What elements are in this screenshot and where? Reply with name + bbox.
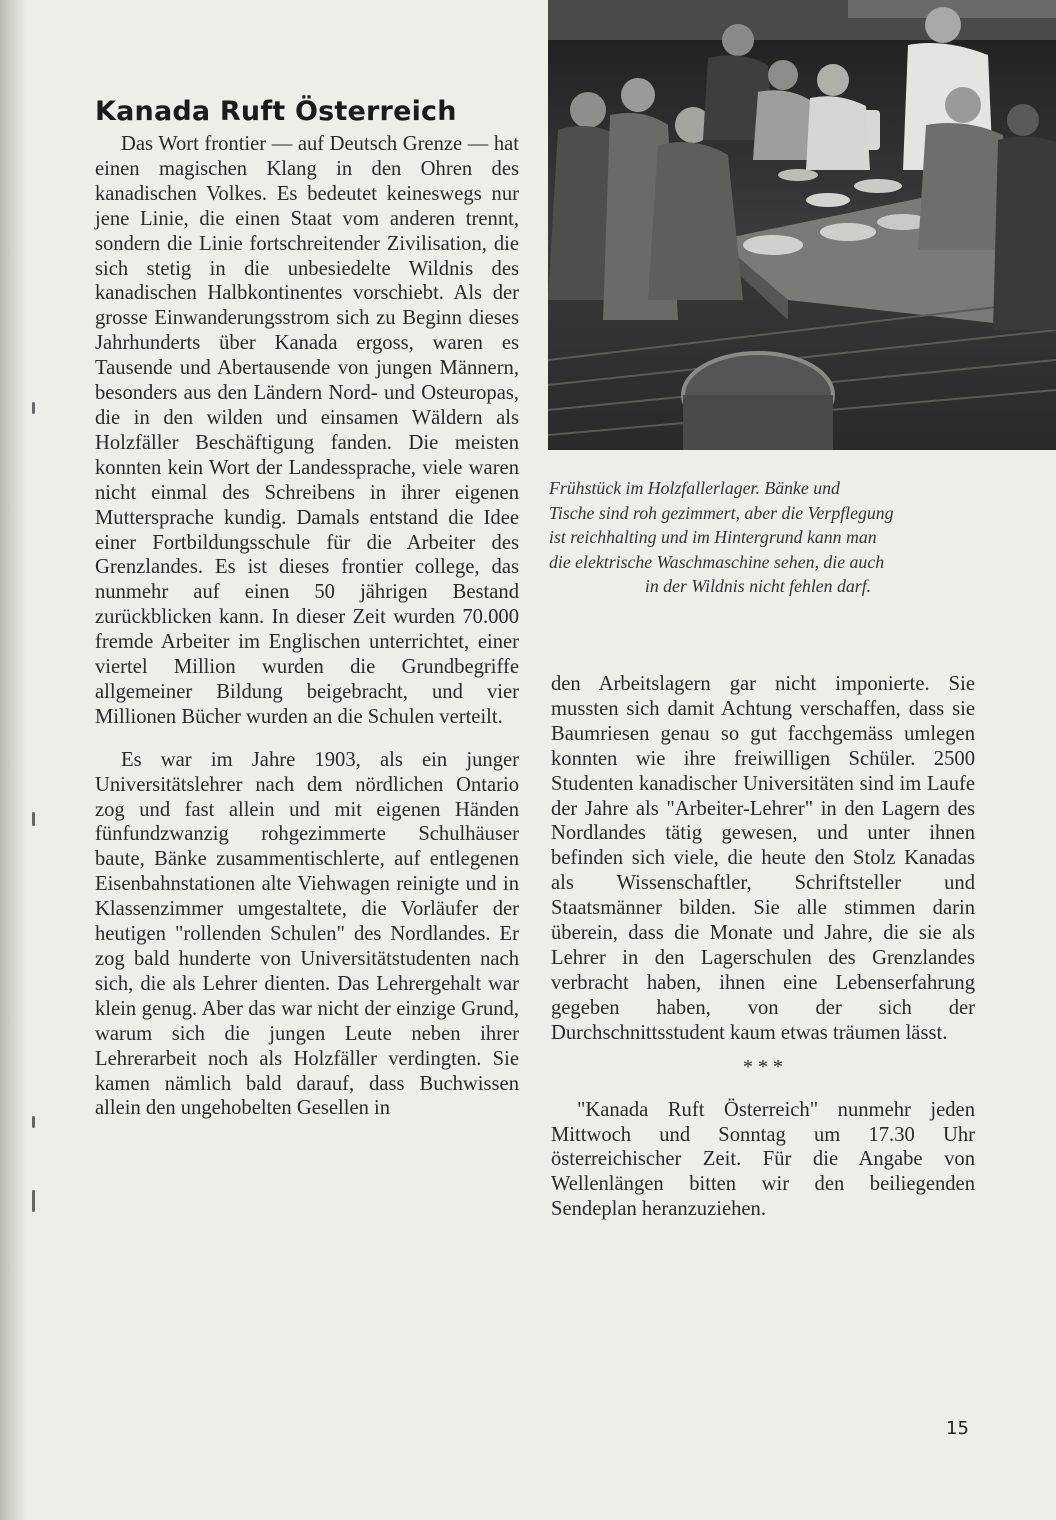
paragraph-3: den Arbeitslagern gar nicht imponierte. Sie mussten sich damit Achtung verschaffen, dass sie Baumriesen genau so gut facchgemäss umlegen konnten wie ihre freiwilligen Schüler. 2500 Studenten kanadischer Universitäten sind im Laufe der Jahre als "Arbeiter-Lehrer" in den Lagern des Nordlandes tätig gewesen, und unter ihnen befinden sich viele, die heute den Stolz Kanadas als Wissenschaftler, Schriftsteller und Staatsmänner bilden. Sie alle stimmen darin überein, dass die Monate und Jahre, die sie als Lehrer in den Lagerschulen des Grenzlandes verbracht haben, ihnen eine Lebenserfahrung gegeben haben, von der sich der Durchschnittsstudent kaum etwas träumen lässt. (551, 673, 975, 1044)
paragraph-1: Das Wort frontier — auf Deutsch Grenze — hat einen magischen Klang in den Ohren des kanadischen Volkes. Es bedeutet keineswegs nur jene Linie, die einen Staat vom anderen trennt, sondern die Linie fortschreitender Zivilisation, die sich stetig in die unbesiedelte Wildnis des kanadischen Halbkontinentes vorschiebt. Als der grosse Einwanderungsstrom sich zu Beginn dieses Jahrhunderts über Kanada ergoss, waren es Tausende und Abertausende von jungen Männern, besonders aus den Ländern Nord- und Osteuropas, die in den wilden und einsamen Wäldern als Holzfäller Beschäftigung fanden. Die meisten konnten kein Wort der Landessprache, viele waren nicht einmal des Schreibens in ihrer eigenen Muttersprache kundig. Damals entstand die Idee einer Fortbildungsschule für die Arbeiter des Grenzlandes. Es ist dieses frontier college, das nunmehr auf einen 50 jährigen Bestand zurückblicken kann. In dieser Zeit wurden 70.000 fremde Arbeiter im Englischen unterrichtet, einer viertel Million wurden die Grundbegriffe allgemeiner Bildung beigebracht, und vier Millionen Bücher wurden an die Schulen verteilt. (95, 133, 519, 728)
binding-mark (32, 402, 35, 414)
binding-mark (32, 812, 35, 826)
page-number: 15 (946, 1418, 969, 1439)
lumber-camp-breakfast-photo (548, 0, 1056, 450)
photo-illustration (548, 0, 1056, 450)
caption-line: Frühstück im Holzfallerlager. Bänke und (549, 478, 840, 498)
caption-line: in der Wildnis nicht fehlen darf. (644, 576, 872, 597)
right-column (551, 672, 975, 1222)
photo-caption (549, 476, 967, 599)
caption-line: ist reichhalting und im Hintergrund kann man (549, 527, 877, 548)
caption-line: die elektrische Waschmaschine sehen, die auch (549, 551, 885, 572)
caption-line: Tische sind roh gezimmert, aber die Verpflegung (549, 502, 894, 523)
section-separator: * * * (743, 1055, 783, 1078)
binding-mark (32, 1190, 35, 1212)
paragraph-2: Es war im Jahre 1903, als ein junger Universitätslehrer nach dem nördlichen Ontario zog und fast allein und mit eigenen Händen fünfundzwanzig rohgezimmerte Schulhäuser baute, Bänke zusammentischlerte, auf entlegenen Eisenbahnstationen alte Viehwagen reinigte und in Klassenzimmer umgestaltete, die Vorläufer der heutigen "rollenden Schulen" des Nordlandes. Er zog bald hunderte von Universitätstudenten nach sich, die als Lehrer dienten. Das Lehrergehalt war klein genug. Aber das war nicht der einzige Grund, warum sich die jungen Leute neben ihrer Lehrerarbeit noch als Holzfäller verdingten. Sie kamen nämlich bald darauf, dass Buchwissen allein den ungehobelten Gesellen in (95, 748, 519, 1120)
binding-mark (32, 1116, 35, 1128)
left-column (95, 132, 519, 1121)
paragraph-4: "Kanada Ruft Österreich" nunmehr jeden Mittwoch und Sonntag um 17.30 Uhr österreichischer Zeit. Für die Angabe von Wellenlängen bitten wir den beiliegenden Sendeplan heranzuziehen. (551, 1098, 975, 1221)
book-spine (0, 0, 28, 1520)
article-title: Kanada Ruft Österreich (95, 96, 457, 128)
